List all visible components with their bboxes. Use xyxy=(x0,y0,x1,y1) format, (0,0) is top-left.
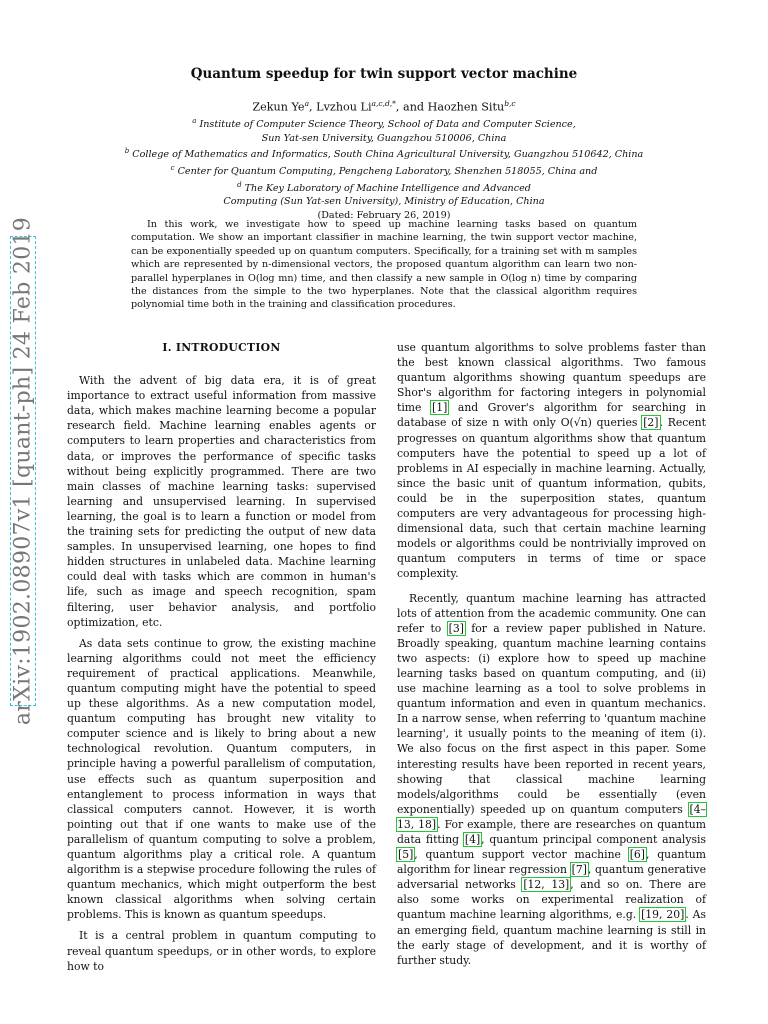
paper-title: Quantum speedup for twin support vector machine xyxy=(190,66,578,82)
author-affiliation-mark[interactable]: a,c,d,* xyxy=(371,99,396,108)
affiliation-line: $^c$ Center for Quantum Computing, Pengcheng Laboratory, Shenzhen 518055, China and xyxy=(170,163,598,178)
paragraph: With the advent of big data era, it is of great importance to extract useful information from massive data, which makes machine learning become a popular research field. Machine learning enables agents or computers to learn properties and characteristics from data, or improves the performance of specific tasks without being explicitly programmed. There are two main classes of machine learning tasks: supervised learning and unsupervised learning. In supervised learning, the goal is to learn a function or model from the training sets for predicting the output of new data samples. In unsupervised learning, one hopes to find hidden structures in unlabeled data. Machine learning could deal with tasks which are common in human's life, such as image and speech recognition, spam filtering, user behavior analysis, and portfolio optimization, etc. xyxy=(67,374,376,629)
paragraph: use quantum algorithms to solve problems faster than the best known classical algorithms. Two famous quantum algorithms showing quantum speedups are Shor's algorithm for factoring integers in polynomial time [1] and Grover's algorithm for searching in database of size n with only O(√n) queries [2]. Recent progresses on quantum algorithms show that quantum computers have the potential to speed up a lot of problems in AI especially in machine learning. Actually, since the basic unit of quantum information, qubits, could be in the superposition states, quantum computers are very advantageous for processing high-dimensional data, such that certain machine learning models or algorithms could be nontrivially improved on quantum computers in terms of time or space complexity. xyxy=(397,341,706,581)
author-name: Lvzhou Li xyxy=(316,100,372,114)
arxiv-id: arXiv:1902.08907v1 [quant-ph] 24 Feb 2019 xyxy=(10,216,36,726)
citation-link[interactable]: [4] xyxy=(464,833,481,846)
citation-link[interactable]: [4–13, 18] xyxy=(397,802,706,831)
affiliations xyxy=(0,115,768,222)
paragraph: Recently, quantum machine learning has attracted lots of attention from the academic community. One can refer to [3] for a review paper published in Nature. Broadly speaking, quantum machine learning contains two aspects: (i) explore how to speed up machine learning tasks based on quantum computing, and (ii) use machine learning as a tool to solve problems in quantum information and even in quantum mechanics. In a narrow sense, when referring to 'quantum machine learning', it usually points to the meaning of item (i). We also focus on the first aspect in this paper. Some interesting results have been reported in recent years, showing that classical machine learning models/algorithms could be essentially (even exponentially) speeded up on quantum computers [4–13, 18]. For example, there are researches on quantum data fitting [4], quantum principal component analysis [5], quantum support vector machine [6], quantum algorithm for linear regression [7], quantum generative adversarial networks [12, 13], and so on. There are also some works on experimental realization of quantum machine learning algorithms, e.g. [19, 20]. As an emerging field, quantum machine learning is still in the early stage of development, and it is worthy of further study. xyxy=(397,591,707,967)
date-line: (Dated: February 26, 2019) xyxy=(317,209,451,221)
abstract xyxy=(131,218,637,312)
abstract-text: In this work, we investigate how to speed up machine learning tasks based on quantum computation. We show an important classifier in machine learning, the twin support vector machine, can be exponentially speeded up on quantum computers. Specifically, for a training set with m samples which are represented by n-dimensional vectors, the proposed quantum algorithm can learn two non-parallel hyperplanes in O(log mn) time, and then classify a new sample in O(log n) time by comparing the distances from the simple to the two hyperplanes. Note that the classical algorithm requires polynomial time both in the training and classification procedures. xyxy=(131,219,637,311)
left-column xyxy=(67,336,376,980)
author-list: Zekun Ye$^a$, Lvzhou $Li^{a,c,d,*}$, and Haozhen Situ$^{b,c}$ xyxy=(252,99,516,114)
section-heading: I. INTRODUCTION xyxy=(162,341,281,354)
author-affiliation-mark: b,c xyxy=(504,99,516,108)
citation-link[interactable]: [7] xyxy=(571,863,587,877)
citation-link[interactable]: [5] xyxy=(398,848,414,862)
citation-link[interactable]: [19, 20] xyxy=(641,908,685,922)
citation-link[interactable]: [12, 13] xyxy=(523,878,570,892)
author-name: Zekun Ye xyxy=(252,100,305,114)
author-affiliation-mark: a xyxy=(304,99,310,108)
citation-link[interactable]: [2] xyxy=(643,416,659,430)
affiliation-line: Sun Yat-sen University, Guangzhou 510006, China xyxy=(261,132,507,144)
citation-link[interactable]: [1] xyxy=(432,401,448,415)
affiliation-line: $^b$ College of Mathematics and Informatics, South China Agricultural University, Guangzhou 510642, China xyxy=(124,147,644,161)
affiliation-line: $^d$ The Key Laboratory of Machine Intelligence and Advanced xyxy=(237,180,531,194)
paragraph: As data sets continue to grow, the existing machine learning algorithms could not meet the efficiency requirement of practical applications. Meanwhile, quantum computing might have the potential to speed up these algorithms. As a new computation model, quantum computing has brought new vitality to computer science and is likely to bring about a new technological revolution. Quantum computers, in principle having a powerful parallelism of computation, use effects such as quantum superposition and entanglement to process information in ways that classical computers cannot. However, it is worth pointing out that if one wants to make use of the parallelism of quantum computing to solve a problem, quantum algorithms play a critical role. A quantum algorithm is a stepwise procedure following the rules of quantum mechanics, which might outperform the best known classical algorithms when solving certain problems. This is known as quantum speedups. xyxy=(67,636,376,922)
arxiv-stamp xyxy=(6,216,40,726)
citation-link[interactable]: [6] xyxy=(629,848,645,862)
paragraph: It is a central problem in quantum computing to reveal quantum speedups, or in other words, to explore how to xyxy=(67,929,376,973)
affiliation-line: Computing (Sun Yat-sen University), Ministry of Education, China xyxy=(223,196,545,208)
right-column xyxy=(397,340,706,974)
author-name: and Haozhen Situ xyxy=(403,100,505,114)
affiliation-line: $^a$ Institute of Computer Science Theory, School of Data and Computer Science, xyxy=(192,117,576,131)
citation-link[interactable]: [3] xyxy=(448,621,464,635)
